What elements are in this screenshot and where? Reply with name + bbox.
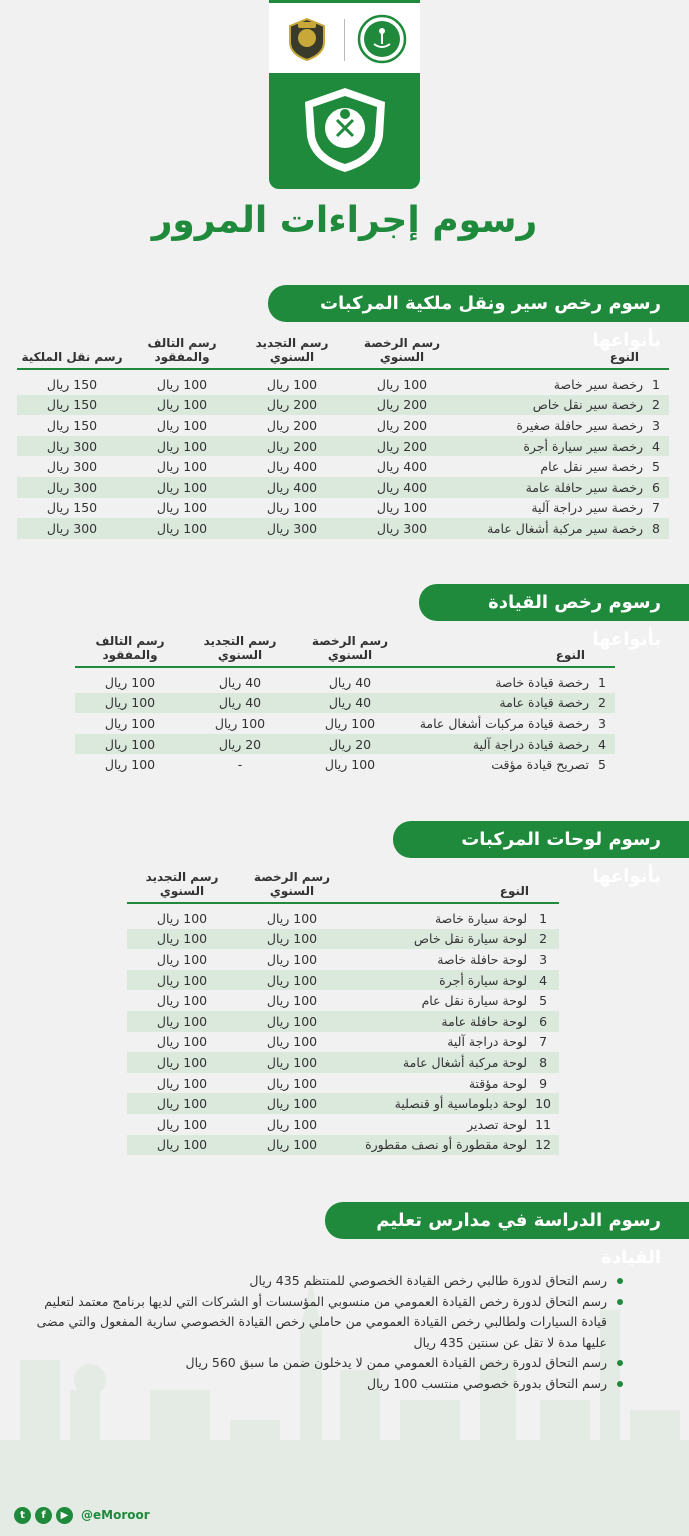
row-fee-c4: 150 ريال bbox=[17, 395, 127, 416]
row-fee-c3: 100 ريال bbox=[156, 500, 208, 516]
row-number: 10 bbox=[531, 1093, 559, 1114]
list-item: رسم التحاق لدورة طالبي رخص القيادة الخصوصي للمنتظم 435 ريال bbox=[23, 1271, 623, 1292]
row-fee-c2: 100 ريال bbox=[127, 929, 237, 950]
section4-banner: رسوم الدراسة في مدارس تعليم القيادة bbox=[325, 1202, 689, 1239]
row-fee-c1: 100 ريال bbox=[266, 1075, 318, 1091]
table-row bbox=[75, 734, 615, 755]
row-fee-c2: - bbox=[237, 757, 243, 773]
row-fee-c1: 40 ريال bbox=[295, 693, 405, 714]
table-row bbox=[127, 929, 559, 950]
col-license-annual: رسم الرخصة السنوي bbox=[237, 870, 347, 908]
row-type: لوحة حافلة خاصة bbox=[437, 951, 528, 967]
row-type: رخصة سير حافلة صغيرة bbox=[516, 417, 643, 433]
row-fee-c2: 100 ريال bbox=[156, 1116, 208, 1132]
row-type: تصريح قيادة مؤقت bbox=[491, 757, 589, 773]
row-fee-c4: 300 ريال bbox=[17, 518, 127, 539]
row-number: 4 bbox=[647, 436, 669, 457]
row-number: 3 bbox=[539, 951, 548, 967]
row-type: لوحة سيارة خاصة bbox=[434, 910, 528, 926]
row-fee-c1: 100 ريال bbox=[266, 910, 318, 926]
row-type: لوحة مركبة أشغال عامة bbox=[347, 1052, 531, 1073]
table-row bbox=[17, 518, 669, 539]
table-row bbox=[75, 713, 615, 734]
twitter-icon[interactable]: t bbox=[14, 1507, 31, 1524]
row-fee-c3: 100 ريال bbox=[104, 674, 156, 690]
row-fee-c1: 100 ريال bbox=[237, 1052, 347, 1073]
col-type: النوع bbox=[457, 336, 669, 374]
table-row bbox=[17, 415, 669, 436]
row-fee-c2: 200 ريال bbox=[237, 436, 347, 457]
row-type: لوحة سيارة نقل عام bbox=[421, 993, 528, 1009]
row-number: 2 bbox=[647, 395, 669, 416]
row-fee-c2: 400 ريال bbox=[237, 477, 347, 498]
row-fee-c1: 100 ريال bbox=[237, 1135, 347, 1156]
row-fee-c4: 300 ريال bbox=[46, 459, 98, 475]
col-damaged-lost: رسم التالف والمفقود bbox=[127, 336, 237, 374]
vehicle-registration-table bbox=[17, 336, 669, 539]
row-type: رخصة قيادة عامة bbox=[405, 693, 593, 714]
row-type: رخصة قيادة دراجة آلية bbox=[405, 734, 593, 755]
row-fee-c2: 100 ريال bbox=[156, 910, 208, 926]
table-row bbox=[75, 672, 615, 693]
table-row bbox=[127, 1052, 559, 1073]
row-fee-c2: 100 ريال bbox=[214, 715, 266, 731]
row-number: 12 bbox=[531, 1135, 559, 1156]
row-fee-c1: 400 ريال bbox=[347, 477, 457, 498]
driving-license-table bbox=[75, 634, 615, 775]
section1-banner: رسوم رخص سير ونقل ملكية المركبات بأنواعها bbox=[268, 285, 689, 322]
row-fee-c4: 150 ريال bbox=[46, 417, 98, 433]
row-fee-c1: 200 ريال bbox=[347, 436, 457, 457]
row-fee-c4: 150 ريال bbox=[46, 376, 98, 392]
table-row bbox=[17, 456, 669, 477]
row-fee-c3: 100 ريال bbox=[156, 417, 208, 433]
row-fee-c2: 100 ريال bbox=[127, 1093, 237, 1114]
row-fee-c1: 100 ريال bbox=[237, 1011, 347, 1032]
section3-banner: رسوم لوحات المركبات بأنواعها bbox=[393, 821, 689, 858]
table-row bbox=[127, 990, 559, 1011]
row-fee-c2: 100 ريال bbox=[156, 993, 208, 1009]
row-fee-c4: 300 ريال bbox=[17, 477, 127, 498]
col-type: النوع bbox=[347, 870, 559, 908]
row-fee-c1: 100 ريال bbox=[237, 929, 347, 950]
table-row bbox=[75, 754, 615, 775]
row-fee-c2: 40 ريال bbox=[218, 674, 262, 690]
row-number: 8 bbox=[647, 518, 669, 539]
logo-divider bbox=[344, 19, 345, 61]
col-ownership-transfer: رسم نقل الملكية bbox=[17, 336, 127, 374]
row-fee-c2: 100 ريال bbox=[127, 1011, 237, 1032]
row-fee-c1: 100 ريال bbox=[324, 715, 376, 731]
row-number: 2 bbox=[593, 693, 615, 714]
row-number: 5 bbox=[652, 459, 660, 475]
row-type: لوحة مؤقتة bbox=[468, 1075, 528, 1091]
row-number: 4 bbox=[593, 734, 615, 755]
social-handle[interactable]: @eMoroor bbox=[81, 1508, 150, 1522]
row-type: رخصة سير نقل خاص bbox=[457, 395, 647, 416]
row-type: لوحة سيارة أجرة bbox=[347, 970, 531, 991]
table-row bbox=[127, 1011, 559, 1032]
row-fee-c1: 300 ريال bbox=[347, 518, 457, 539]
row-number: 8 bbox=[531, 1052, 559, 1073]
list-item: رسم التحاق لدورة رخص القيادة العمومي من منسوبي المؤسسات أو الشركات التي لديها برنامج معتمد لتعليم قيادة السيارات ولطالبي رخص القيادة العمومي من حاملي رخص القيادة الخصوصي سارية المفعول والتي مضى عليها مدة لا تقل عن سنتين 435 ريال bbox=[23, 1292, 623, 1354]
page-title: رسوم إجراءات المرور bbox=[151, 200, 538, 241]
row-type: لوحة دراجة آلية bbox=[447, 1034, 528, 1050]
row-type: رخصة قيادة مركبات أشغال عامة bbox=[419, 715, 589, 731]
row-fee-c3: 100 ريال bbox=[104, 757, 156, 773]
row-type: رخصة قيادة خاصة bbox=[495, 674, 589, 690]
row-fee-c1: 200 ريال bbox=[347, 395, 457, 416]
row-number: 3 bbox=[598, 715, 606, 731]
row-number: 4 bbox=[531, 970, 559, 991]
row-fee-c1: 100 ريال bbox=[237, 1093, 347, 1114]
row-fee-c1: 100 ريال bbox=[266, 1116, 318, 1132]
row-fee-c1: 100 ريال bbox=[237, 970, 347, 991]
row-number: 5 bbox=[598, 757, 606, 773]
row-fee-c2: 100 ريال bbox=[127, 1052, 237, 1073]
row-fee-c2: 20 ريال bbox=[185, 734, 295, 755]
row-fee-c2: 100 ريال bbox=[266, 500, 318, 516]
row-fee-c3: 100 ريال bbox=[104, 715, 156, 731]
row-number: 3 bbox=[652, 417, 660, 433]
row-number: 5 bbox=[539, 993, 548, 1009]
row-fee-c2: 200 ريال bbox=[237, 395, 347, 416]
moi-logo-icon bbox=[357, 14, 407, 64]
table-row bbox=[127, 1114, 559, 1135]
row-fee-c2: 400 ريال bbox=[266, 459, 318, 475]
row-number: 1 bbox=[539, 910, 548, 926]
col-license-annual: رسم الرخصة السنوي bbox=[347, 336, 457, 374]
row-type: رخصة سير حافلة عامة bbox=[457, 477, 647, 498]
row-type: لوحة سيارة نقل خاص bbox=[347, 929, 531, 950]
row-fee-c1: 400 ريال bbox=[376, 459, 428, 475]
table-row bbox=[127, 908, 559, 929]
row-type: لوحة مقطورة أو نصف مقطورة bbox=[347, 1135, 531, 1156]
row-fee-c2: 100 ريال bbox=[156, 1075, 208, 1091]
row-fee-c1: 40 ريال bbox=[328, 674, 372, 690]
row-type: رخصة سير دراجة آلية bbox=[531, 500, 643, 516]
row-fee-c2: 300 ريال bbox=[237, 518, 347, 539]
section2-banner: رسوم رخص القيادة بأنواعها bbox=[419, 584, 689, 621]
list-item: رسم التحاق بدورة خصوصي منتسب 100 ريال bbox=[23, 1374, 623, 1395]
row-fee-c1: 100 ريال bbox=[376, 376, 428, 392]
col-renewal-annual: رسم التجديد السنوي bbox=[237, 336, 347, 374]
row-fee-c2: 100 ريال bbox=[156, 951, 208, 967]
row-fee-c1: 100 ريال bbox=[324, 757, 376, 773]
row-fee-c2: 100 ريال bbox=[266, 376, 318, 392]
table-row bbox=[75, 693, 615, 714]
table-row bbox=[17, 374, 669, 395]
row-number: 1 bbox=[652, 376, 660, 392]
col-renewal-annual: رسم التجديد السنوي bbox=[127, 870, 237, 908]
row-number: 6 bbox=[531, 1011, 559, 1032]
col-type: النوع bbox=[405, 634, 615, 672]
row-number: 2 bbox=[531, 929, 559, 950]
row-fee-c1: 100 ريال bbox=[376, 500, 428, 516]
vehicle-plates-table bbox=[127, 870, 559, 1155]
row-fee-c1: 100 ريال bbox=[266, 951, 318, 967]
table-row bbox=[127, 1032, 559, 1053]
table-row bbox=[17, 498, 669, 519]
table-row bbox=[127, 1093, 559, 1114]
row-type: رخصة سير نقل عام bbox=[540, 459, 643, 475]
row-type: رخصة سير مركبة أشغال عامة bbox=[457, 518, 647, 539]
row-type: رخصة سير خاصة bbox=[553, 376, 643, 392]
row-fee-c3: 100 ريال bbox=[156, 376, 208, 392]
row-fee-c3: 100 ريال bbox=[127, 477, 237, 498]
table-row bbox=[17, 436, 669, 457]
row-number: 1 bbox=[598, 674, 606, 690]
row-fee-c3: 100 ريال bbox=[75, 734, 185, 755]
list-item: رسم التحاق لدورة رخص القيادة العمومي ممن لا يدخلون ضمن ما سبق 560 ريال bbox=[23, 1353, 623, 1374]
table-row bbox=[127, 1073, 559, 1094]
table-row bbox=[17, 477, 669, 498]
row-fee-c1: 100 ريال bbox=[266, 1034, 318, 1050]
row-fee-c1: 200 ريال bbox=[376, 417, 428, 433]
police-badge-icon bbox=[284, 16, 330, 62]
table-row bbox=[17, 395, 669, 416]
facebook-icon[interactable]: f bbox=[35, 1507, 52, 1524]
col-damaged-lost: رسم التالف والمفقود bbox=[75, 634, 185, 672]
row-fee-c2: 200 ريال bbox=[266, 417, 318, 433]
row-fee-c3: 100 ريال bbox=[156, 459, 208, 475]
footer-social bbox=[14, 1505, 150, 1525]
col-renewal-annual: رسم التجديد السنوي bbox=[185, 634, 295, 672]
traffic-emblem-icon bbox=[297, 84, 393, 176]
row-type: لوحة حافلة عامة bbox=[347, 1011, 531, 1032]
row-fee-c3: 100 ريال bbox=[127, 518, 237, 539]
row-number: 9 bbox=[539, 1075, 548, 1091]
row-type: لوحة دبلوماسية أو قنصلية bbox=[347, 1093, 531, 1114]
row-number: 7 bbox=[539, 1034, 548, 1050]
row-number: 11 bbox=[535, 1116, 551, 1132]
table-row bbox=[127, 970, 559, 991]
row-fee-c2: 100 ريال bbox=[127, 1135, 237, 1156]
row-type: لوحة تصدير bbox=[467, 1116, 528, 1132]
row-fee-c3: 100 ريال bbox=[127, 436, 237, 457]
row-fee-c2: 100 ريال bbox=[127, 970, 237, 991]
row-number: 6 bbox=[647, 477, 669, 498]
youtube-icon[interactable]: ▶ bbox=[56, 1507, 73, 1524]
row-fee-c1: 100 ريال bbox=[266, 993, 318, 1009]
row-fee-c4: 300 ريال bbox=[17, 436, 127, 457]
row-fee-c1: 20 ريال bbox=[295, 734, 405, 755]
driving-school-fees-list bbox=[23, 1271, 623, 1395]
table-row bbox=[127, 949, 559, 970]
row-fee-c3: 100 ريال bbox=[75, 693, 185, 714]
col-license-annual: رسم الرخصة السنوي bbox=[295, 634, 405, 672]
row-number: 7 bbox=[652, 500, 660, 516]
row-fee-c3: 100 ريال bbox=[127, 395, 237, 416]
row-fee-c4: 150 ريال bbox=[46, 500, 98, 516]
row-type: رخصة سير سيارة أجرة bbox=[457, 436, 647, 457]
row-fee-c2: 40 ريال bbox=[185, 693, 295, 714]
row-fee-c2: 100 ريال bbox=[156, 1034, 208, 1050]
table-row bbox=[127, 1135, 559, 1156]
